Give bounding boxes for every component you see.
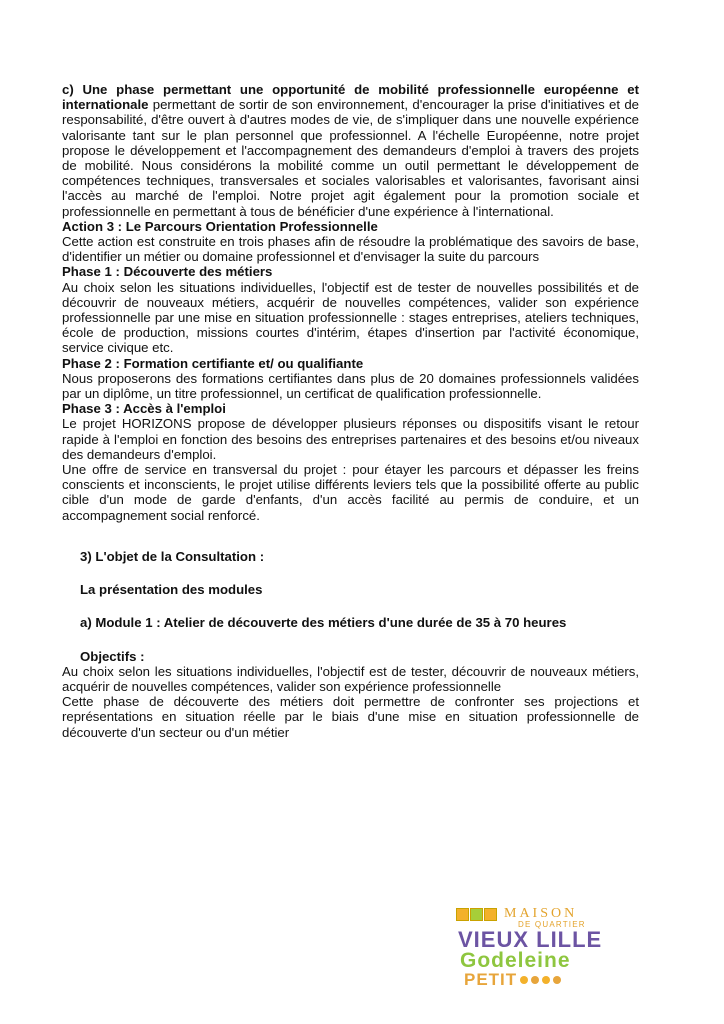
logo-dot-icon <box>520 976 528 984</box>
objectifs-label: Objectifs : <box>80 648 145 664</box>
logo-square-icon <box>470 908 483 921</box>
document-body <box>62 82 639 740</box>
section3-title: 3) L'objet de la Consultation : <box>80 548 265 564</box>
section3-subtitle: La présentation des modules <box>80 582 263 598</box>
phase3-text2: Une offre de service en transversal du projet : pour étayer les parcours et dépasser les freins conscients et inconscients, le projet utilise différents leviers tels que la possibilité offerte au public cible d'un mode de garde d'enfants, d'un accès facilité au permis de conduire, et un accompagnement social renforcé. <box>62 462 639 523</box>
logo-quartier: DE QUARTIER <box>518 920 586 929</box>
phase3-title: Phase 3 : Accès à l'emploi <box>62 401 226 417</box>
objectifs-text2: Cette phase de découverte des métiers doit permettre de confronter ses projections et représentations en situation réelle par le biais d'une mise en situation professionnelle de découverte d'un secteur ou d'un métier <box>62 694 639 740</box>
logo-dot-icon <box>531 976 539 984</box>
logo-square-icon <box>484 908 497 921</box>
logo-petit: PETIT <box>464 970 518 989</box>
logo-maison: MAISON <box>504 906 578 921</box>
phase3-text: Le projet HORIZONS propose de développer plusieurs réponses ou dispositifs visant le retour rapide à l'emploi en fonction des besoins des entreprises partenaires et des besoins et/ou niveaux des demandeurs d'emploi. <box>62 416 639 462</box>
logo-square-icon <box>456 908 469 921</box>
objectifs-text1: Au choix selon les situations individuelles, l'objectif est de tester, découvrir de nouveaux métiers, acquérir de nouvelles compétences, valider son expérience professionnelle <box>62 663 639 694</box>
paragraph-mobilite <box>62 82 639 219</box>
phase1-title: Phase 1 : Découverte des métiers <box>62 264 273 280</box>
logo-dot-icon <box>542 976 550 984</box>
logo-godeleine: Godeleine <box>460 949 571 972</box>
phase2-title: Phase 2 : Formation certifiante et/ ou qualifiante <box>62 355 364 371</box>
maison-de-quartier-logo <box>456 906 626 989</box>
action3-title: Action 3 : Le Parcours Orientation Professionnelle <box>62 218 378 234</box>
logo-dot-icon <box>553 976 561 984</box>
action3-text: Cette action est construite en trois phases afin de résoudre la problématique des savoirs de base, d'identifier un métier ou domaine professionnel et d'envisager la suite du parcours <box>62 234 639 265</box>
module1-title: a) Module 1 : Atelier de découverte des métiers d'une durée de 35 à 70 heures <box>80 615 567 631</box>
paragraph-mobilite-text: permettant de sortir de son environnement, d'encourager la prise d'initiatives et de responsabilité, d'être ouvert à d'autres modes de vie, de s'impliquer dans une nouvelle expérience valorisante tant sur le plan personnel que professionnel. A l'échelle Européenne, notre projet propose le développement et l'accompagnement des demandeurs d'emploi à travers des projets de mobilité. Nous considérons la mobilité comme un outil permettant le développement de compétences techniques, transversales et sociales valorisables et valorisantes, favorisant ainsi l'accès au marché de l'emploi. Notre projet agit également pour la promotion sociale et professionnelle en permettant à tous de bénéficier d'une expérience à l'international. <box>62 97 639 219</box>
paragraph-mobilite-heading: c) Une phase permettant une opportunité de mobilité professionnelle européenne et internationale <box>62 82 639 113</box>
logo-vieux-lille: VIEUX LILLE <box>458 927 603 952</box>
phase1-text: Au choix selon les situations individuelles, l'objectif est de tester de nouvelles possibilités et de découvrir de nouveaux métiers, acquérir de nouvelles compétences, valider son expérience professionnelle par une mise en situation professionnelle : stages entreprises, ateliers techniques, école de production, missions courtes d'intérim, étapes d'insertion par l'activité économique, service civique etc. <box>62 279 639 356</box>
phase2-text: Nous proposerons des formations certifiantes dans plus de 20 domaines professionnels validées par un diplôme, un titre professionnel, un certificat de qualification professionnelle. <box>62 370 639 402</box>
